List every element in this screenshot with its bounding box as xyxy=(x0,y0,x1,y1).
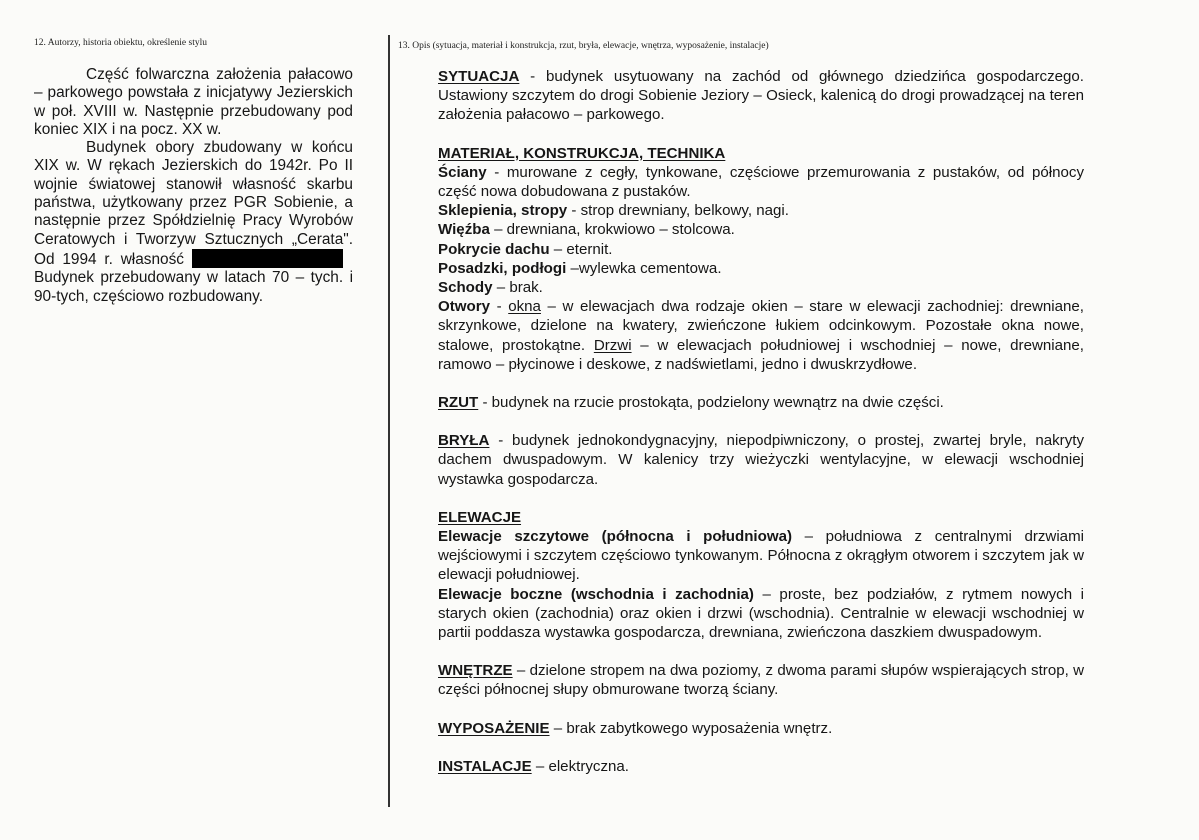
section-bryla xyxy=(438,431,1084,489)
history-paragraph-1: Część folwarczna założenia pałacowo – parkowego powstała z inicjatywy Jezierskich w poł. XVIII w. Następnie przebudowany pod koniec XIX i na pocz. XX w. xyxy=(34,66,353,138)
section-material xyxy=(438,144,1084,163)
heading-sytuacja: SYTUACJA xyxy=(438,68,520,85)
label-posadzki: Posadzki, podłogi xyxy=(438,259,567,277)
item-otwory xyxy=(438,297,1084,374)
spacer xyxy=(438,642,1084,661)
description-column xyxy=(438,67,1084,776)
text-sytuacja: - budynek usytuowany na zachód od głównego dziedzińca gospodarczego. Ustawiony szczytem do drogi Sobienie Jeziory – Osieck, kalenicą do drogi prowadzącej na teren założenia pałacowo – parkowego. xyxy=(438,68,1084,124)
column-divider xyxy=(388,35,390,807)
item-pokrycie xyxy=(438,240,1084,259)
item-schody xyxy=(438,278,1084,297)
text-drzwi: – w elewacjach południowej i wschodniej – nowe, drewniane, ramowo – płycinowe i deskowe, z nadświetlami, jedno i dwuskrzydłowe. xyxy=(438,336,1085,373)
text-wnetrze: – dzielone stropem na dwa poziomy, z dwoma parami słupów wspierających strop, w części północnej słupy obmurowane tworzą ściany. xyxy=(438,662,1084,699)
spacer xyxy=(438,738,1084,757)
text-sklepienia: - strop drewniany, belkowy, nagi. xyxy=(567,202,789,220)
redaction-bar xyxy=(192,249,343,268)
item-elewacje-boczne xyxy=(438,585,1084,643)
section-instalacje xyxy=(438,757,1084,776)
label-elewacje-boczne: Elewacje boczne (wschodnia i zachodnia) xyxy=(438,585,754,603)
item-posadzki xyxy=(438,259,1084,278)
spacer xyxy=(438,125,1084,144)
label-drzwi: Drzwi xyxy=(593,336,632,354)
heading-instalacje: INSTALACJE xyxy=(438,757,532,775)
history-text-before-redaction: Budynek obory zbudowany w końcu XIX w. W rękach Jezierskich do 1942r. Po II wojnie światowej stanowił własność skarbu państwa, użytkowany przez PGR Sobienie, a następnie przez Spółdzielnię Pracy Wyrobów Ceratowych i Tworzyw Sztucznych „Cerata". Od 1994 r. własność xyxy=(34,139,353,268)
text-elewacje-boczne: – proste, bez podziałów, z rytmem nowych i starych okien (zachodnia) oraz okien i drzwi (wschodnia). Centralnie w elewacji wschodniej w partii poddasza wystawka gospodarcza, drewniana, zwieńczona daszkiem dwuspadowym. xyxy=(438,585,1085,642)
heading-bryla: BRYŁA xyxy=(438,432,490,450)
label-otwory: Otwory xyxy=(438,298,490,316)
item-elewacje-szczytowe xyxy=(438,527,1084,585)
left-column-header: 12. Autorzy, historia obiektu, określenie stylu xyxy=(34,38,207,48)
heading-material: MATERIAŁ, KONSTRUKCJA, TECHNIKA xyxy=(438,144,726,162)
text-schody: – brak. xyxy=(492,279,543,297)
label-elewacje-szczytowe: Elewacje szczytowe (północna i południowa) xyxy=(438,528,792,546)
label-wiezba: Więźba xyxy=(438,221,490,239)
text-elewacje-szczytowe: – południowa z centralnymi drzwiami wejściowymi i szczytem częściowo tynkowanym. Północna z okrągłym otworem i szczytem jak w elewacji południowej. xyxy=(438,528,1085,584)
heading-elewacje: ELEWACJE xyxy=(438,508,522,526)
label-okna: okna xyxy=(508,298,541,316)
section-elewacje xyxy=(438,508,1084,527)
label-pokrycie: Pokrycie dachu xyxy=(438,240,550,258)
label-schody: Schody xyxy=(438,279,493,297)
spacer xyxy=(438,489,1084,508)
otwory-separator: - xyxy=(490,298,509,316)
spacer xyxy=(438,374,1084,393)
text-rzut: - budynek na rzucie prostokąta, podzielony wewnątrz na dwie części. xyxy=(478,394,944,412)
heading-wnetrze: WNĘTRZE xyxy=(438,662,513,680)
text-posadzki: –wylewka cementowa. xyxy=(566,259,722,277)
item-sklepienia xyxy=(438,201,1084,220)
text-okna: – w elewacjach dwa rodzaje okien – stare w elewacji zachodniej: drewniane, skrzynkowe, dzielone na kwatery, zwieńczone łukiem odcinkowym. Pozostałe okna nowe, stalowe, prostokątne. xyxy=(438,298,1085,354)
history-paragraph-2 xyxy=(34,139,353,306)
right-column-header: 13. Opis (sytuacja, materiał i konstrukcja, rzut, bryła, elewacje, wnętrza, wyposażenie, instalacje) xyxy=(398,41,769,51)
label-sklepienia: Sklepienia, stropy xyxy=(438,202,568,220)
text-wiezba: – drewniana, krokwiowo – stolcowa. xyxy=(489,221,735,239)
text-sciany: - murowane z cegły, tynkowane, częściowe przemurowania z pustaków, od północy część nowa dobudowana z pustaków. xyxy=(438,163,1084,201)
history-text-after-redaction: Budynek przebudowany w latach 70 – tych. i 90-tych, częściowo rozbudowany. xyxy=(34,269,353,305)
section-rzut xyxy=(438,393,1084,412)
history-column xyxy=(34,66,353,306)
text-wyposazenie: – brak zabytkowego wyposażenia wnętrz. xyxy=(549,719,833,737)
spacer xyxy=(438,412,1084,431)
heading-rzut: RZUT xyxy=(438,394,479,412)
heading-wyposazenie: WYPOSAŻENIE xyxy=(438,719,550,737)
text-bryla: - budynek jednokondygnacyjny, niepodpiwniczony, o prostej, zwartej bryle, nakryty dachem dwuspadowym. W kalenicy trzy wieżyczki wentylacyjne, w elewacji wschodniej wystawka gospodarcza. xyxy=(438,432,1084,488)
item-wiezba xyxy=(438,220,1084,239)
label-sciany: Ściany xyxy=(438,163,487,181)
section-wyposazenie xyxy=(438,719,1084,738)
section-sytuacja xyxy=(438,67,1084,125)
section-wnetrze xyxy=(438,661,1084,699)
text-pokrycie: – eternit. xyxy=(549,240,613,258)
item-sciany xyxy=(438,163,1084,201)
text-instalacje: – elektryczna. xyxy=(531,757,629,775)
spacer xyxy=(438,700,1084,719)
